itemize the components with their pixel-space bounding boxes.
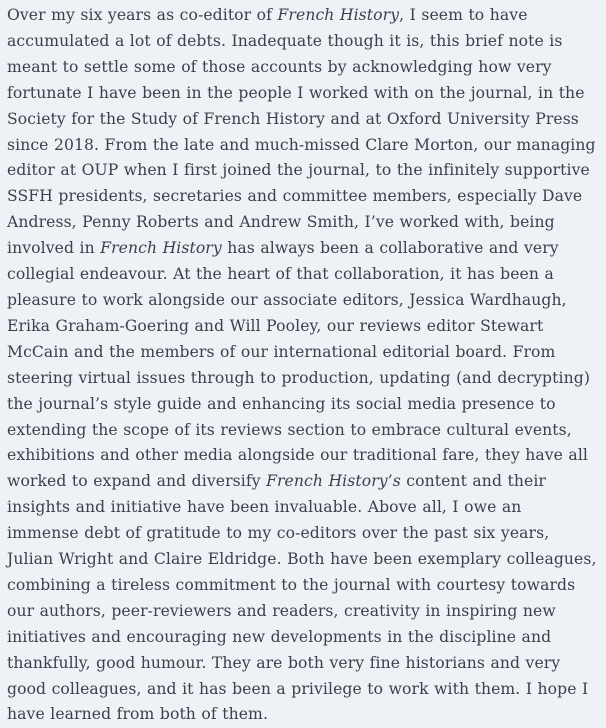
text-segment: has always been a collaborative and very collegial endeavour. At the heart of that collaboration, it has been a pleasure to work alongside our associate editors, Jessica Wardhaugh, Erika Graham-Goering and Will Pooley, our reviews editor Stewart McCain and the members of our international editorial board. From steering virtual issues through to production, updating (and decrypting) the journal’s style guide and enhancing its social media presence to extending the scope of its reviews section to embrace cultural events, exhibitions and other media alongside our traditional fare, they have all worked to expand and diversify [7, 239, 590, 491]
text-segment: content and their insights and initiative have been invaluable. Above all, I owe an immense debt of gratitude to my co-editors over the past six years, Julian Wright and Claire Eldridge. Both have been exemplary colleagues, combining a tireless commitment to the journal with courtesy towards our authors, peer-reviewers and readers, creativity in inspiring new initiatives and encouraging new developments in the discipline and thankfully, good humour. They are both very fine historians and very good colleagues, and it has been a privilege to work with them. I hope I have learned from both of them. [7, 472, 597, 724]
journal-title-italic: French History’s [266, 472, 401, 491]
journal-title-italic: French History [100, 239, 222, 258]
journal-title-italic: French History [277, 6, 400, 24]
text-segment: , I seem to have accumulated a lot of debts. Inadequate though it is, this brief note is meant to settle some of those accounts by acknowledging how very fortunate I have been in the people I worked with on the journal, in the Society for the Study of French History and at Oxford University Press since 2018. From the late and much-missed Clare Morton, our managing editor at OUP when I first joined the journal, to the infinitely supportive SSFH presidents, secretaries and committee members, especially Dave Andress, Penny Roberts and Andrew Smith, I’ve worked with, being involved in [7, 6, 596, 258]
text-segment: Over my six years as co-editor of [7, 6, 278, 24]
editorial-paragraph [7, 3, 598, 728]
